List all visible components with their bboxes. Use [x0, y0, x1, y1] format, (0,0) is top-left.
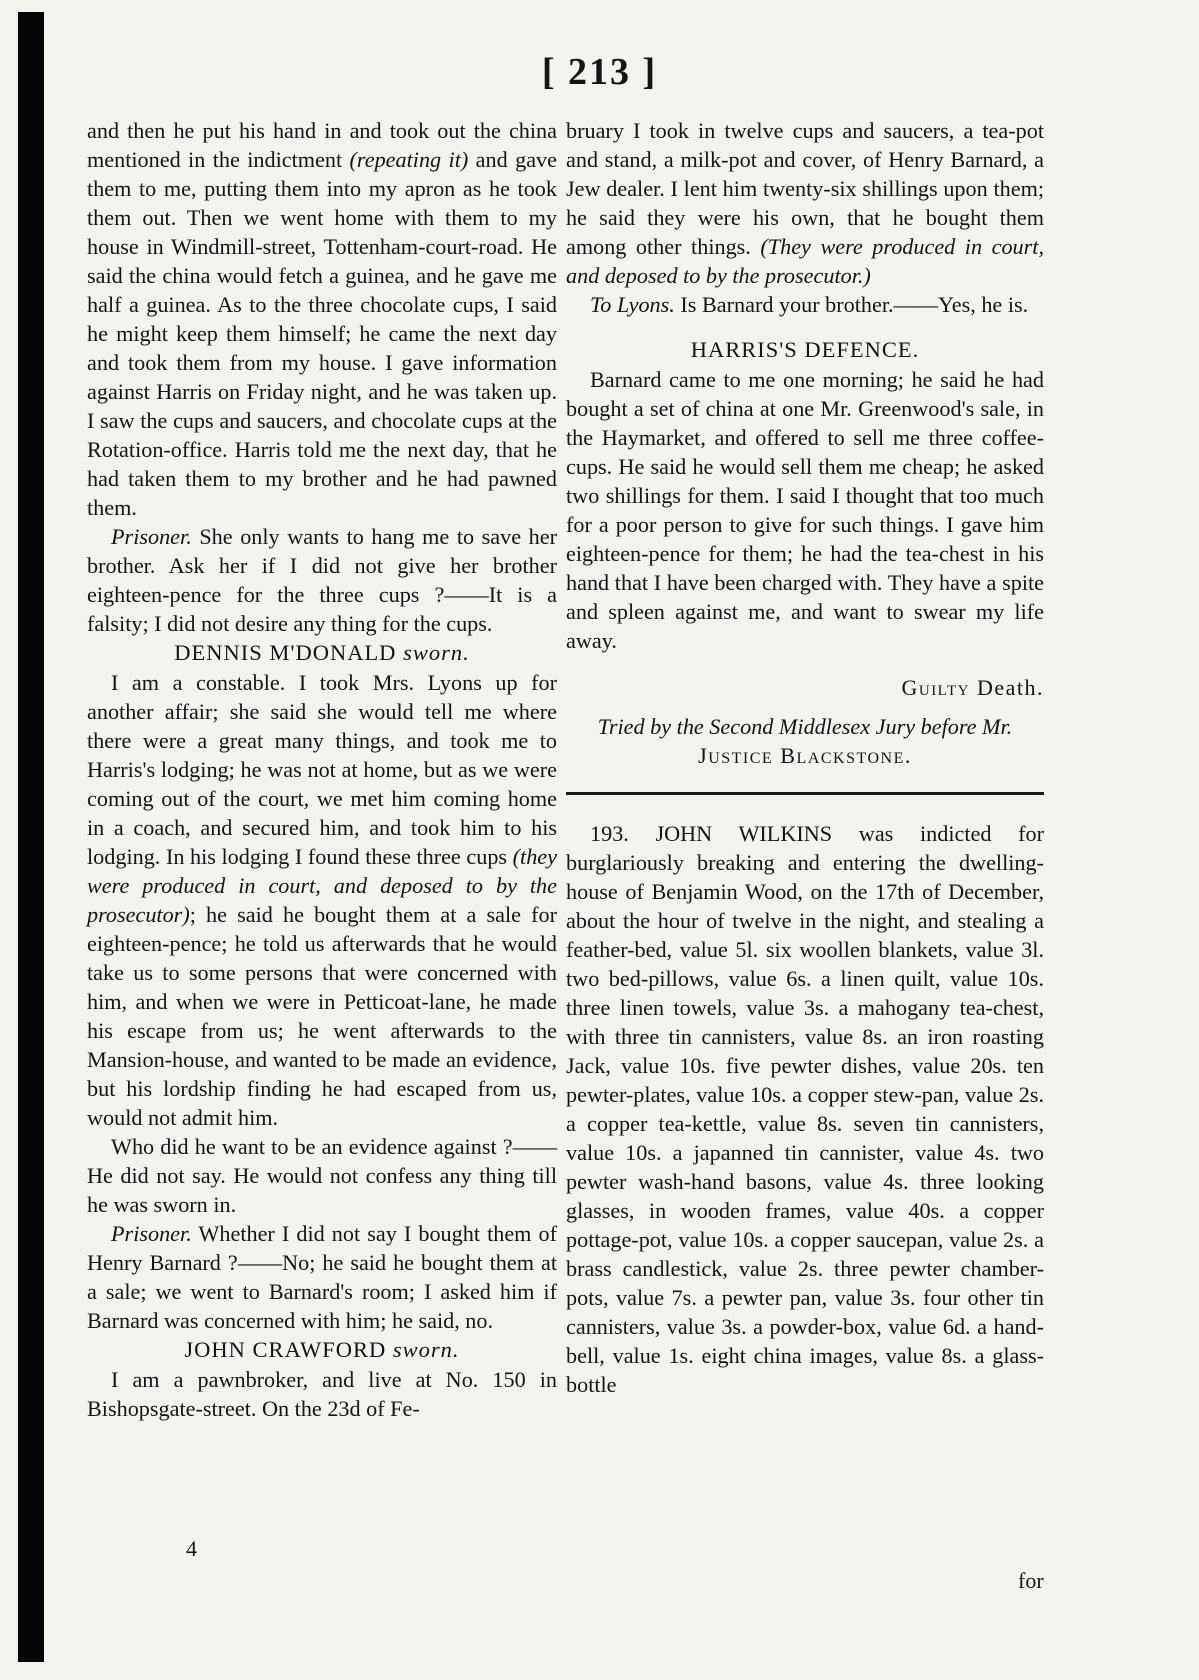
- paragraph: To Lyons. Is Barnard your brother.——Yes, he is.: [590, 292, 1029, 317]
- paragraph: and then he put his hand in and took out the china mentioned in the indictment (repeating it) and gave them to me, putting them into my apron as he took them out. Then we went home with them to my house in Windmill-street, Tottenham-court-road. He said the china would fetch a guinea, and he gave me half a guinea. As to the three chocolate cups, I said he might keep them himself; he came the next day and took them from my house. I gave information against Harris on Friday night, and he was taken up. I saw the cups and saucers, and chocolate cups at the Rotation-office. Harris told me the next day, that he had taken them to my brother and he had pawned them.: [87, 118, 557, 520]
- paragraph: Who did he want to be an evidence against ?——He did not say. He would not confess any thing till he was sworn in.: [87, 1134, 557, 1217]
- paragraph: 193. JOHN WILKINS was indicted for burglariously breaking and entering the dwelling-house of Benjamin Wood, on the 17th of December, about the hour of twelve in the night, and stealing a feather-bed, value 5l. six woollen blankets, value 3l. two bed-pillows, value 6s. a linen quilt, value 10s. three linen towels, value 3s. a mahogany tea-chest, with three tin cannisters, value 8s. an iron roasting Jack, value 10s. five pewter dishes, value 20s. ten pewter-plates, value 10s. a copper stew-pan, value 2s. a copper tea-kettle, value 8s. seven tin cannisters, value 10s. a japanned tin cannister, value 4s. two pewter wash-hand basons, value 4s. three looking glasses, in wooden frames, value 40s. a copper pottage-pot, value 10s. a copper saucepan, value 2s. a brass candlestick, value 2s. three pewter chamber-pots, value 7s. a pewter pan, value 3s. four other tin cannisters, value 3s. a powder-box, value 6d. a hand-bell, value 1s. eight china images, value 8s. a glass-bottle: [566, 821, 1044, 1397]
- witness-heading: JOHN CRAWFORD sworn.: [184, 1337, 460, 1362]
- tried-line: Tried by the Second Middlesex Jury before Mr.: [597, 714, 1013, 739]
- paragraph: I am a constable. I took Mrs. Lyons up for another affair; she said she would tell me where there were a great many things, and took me to Harris's lodging; he was not at home, but as we were coming out of the court, we met him coming home in a coach, and secured him, and took him to his lodging. In his lodging I found these three cups (they were produced in court, and deposed to by the prosecutor); he said he bought them at a sale for eighteen-pence; he told us afterwards that he would take us to some persons that were concerned with him, and when we were in Petticoat-lane, he made his escape from us; he went afterwards to the Mansion-house, and wanted to be made an evidence, but his lordship finding he had escaped from us, would not admit him.: [87, 670, 557, 1130]
- speaker-label: To Lyons.: [590, 292, 675, 317]
- catchword-left: 4: [186, 1536, 197, 1561]
- right-column: [566, 116, 1044, 1399]
- section-divider: [566, 792, 1044, 795]
- book-spine-shadow: [18, 12, 44, 1662]
- speaker-label: Prisoner.: [111, 1221, 192, 1246]
- page-number: [ 213 ]: [541, 51, 658, 93]
- speaker-label: Prisoner.: [111, 524, 192, 549]
- paragraph: Prisoner. Whether I did not say I bought them of Henry Barnard ?——No; he said he bought them at a sale; we went to Barnard's room; I asked him if Barnard was concerned with him; he said, no.: [87, 1221, 557, 1333]
- catchword-right: for: [1018, 1568, 1044, 1593]
- paragraph: Prisoner. She only wants to hang me to save her brother. Ask her if I did not give her brother eighteen-pence for the three cups ?——It is a falsity; I did not desire any thing for the cups.: [87, 524, 557, 636]
- defence-heading: HARRIS'S DEFENCE.: [690, 337, 920, 362]
- paragraph: I am a pawnbroker, and live at No. 150 in Bishopsgate-street. On the 23d of Fe-: [87, 1367, 557, 1421]
- paragraph: bruary I took in twelve cups and saucers, a tea-pot and stand, a milk-pot and cover, of Henry Barnard, a Jew dealer. I lent him twenty-six shillings upon them; he said they were his own, that he bought them among other things. (They were produced in court, and deposed to by the prosecutor.): [566, 118, 1044, 288]
- witness-heading: DENNIS M'DONALD sworn.: [174, 640, 470, 665]
- paragraph: Barnard came to me one morning; he said he had bought a set of china at one Mr. Greenwood's sale, in the Haymarket, and offered to sell me three coffee-cups. He said he would sell them me cheap; he asked two shillings for them. I said I thought that too much for a poor person to give for such things. I gave him eighteen-pence for them; he had the tea-chest in his hand that I have been charged with. They have a spite and spleen against me, and want to swear my life away.: [566, 367, 1044, 653]
- verdict: Guilty Death.: [901, 675, 1044, 700]
- justice-line: Justice Blackstone.: [698, 743, 912, 768]
- left-column: [87, 116, 557, 1423]
